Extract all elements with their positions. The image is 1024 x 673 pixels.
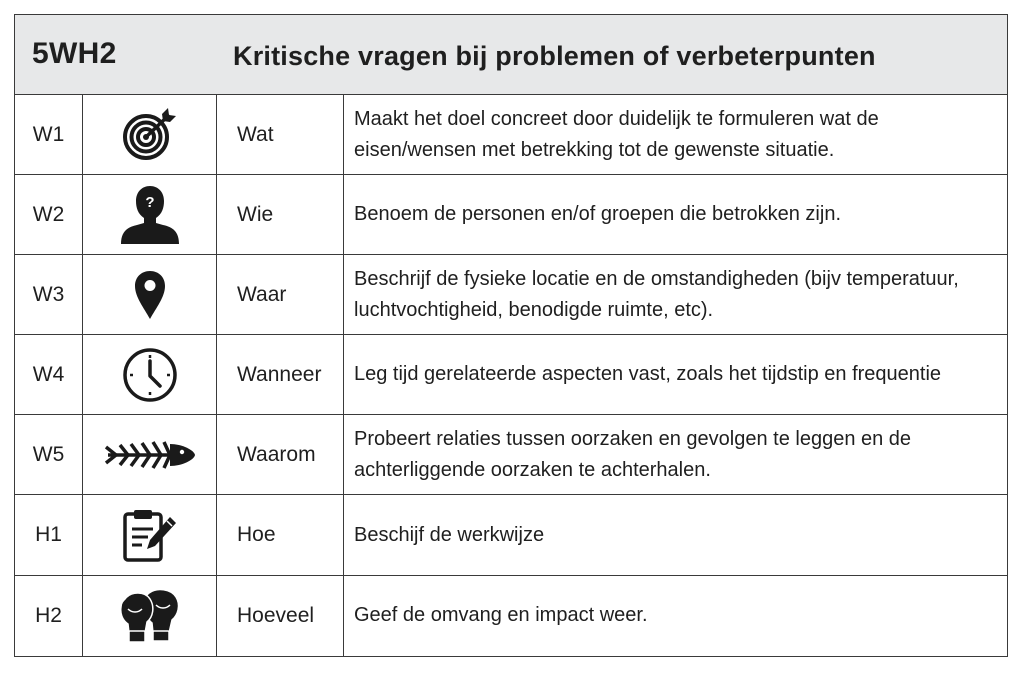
question-code: W1 <box>15 95 83 174</box>
question-word: Waarom <box>217 415 344 494</box>
question-description: Maakt het doel concreet door duidelijk te formuleren wat de eisen/wensen met betrekking tot de gewenste situatie. <box>354 107 879 161</box>
question-word: Waar <box>217 255 344 334</box>
question-code: H2 <box>15 576 83 656</box>
table-row <box>15 495 1007 575</box>
question-word: Hoeveel <box>217 576 344 656</box>
question-code: W5 <box>15 415 83 494</box>
question-description: Beschrijf de fysieke locatie en de omstandigheden (bijv temperatuur, luchtvochtigheid, benodigde ruimte, etc). <box>354 267 959 321</box>
table-row <box>15 415 1007 495</box>
table-row <box>15 95 1007 175</box>
clock-icon <box>122 347 178 403</box>
question-code: W2 <box>15 175 83 254</box>
question-code: W3 <box>15 255 83 334</box>
question-description: Geef de omvang en impact weer. <box>354 604 648 627</box>
clipboard-pencil-icon <box>122 507 178 563</box>
question-word: Wat <box>217 95 344 174</box>
brand-label: 5WH2 <box>32 37 117 70</box>
svg-text:?: ? <box>144 193 155 211</box>
boxing-gloves-icon <box>119 587 181 645</box>
fishbone-icon <box>104 439 196 471</box>
person-question-icon <box>119 184 181 246</box>
question-description: Beschijf de werkwijze <box>354 523 545 546</box>
table-row <box>15 255 1007 335</box>
table-row <box>15 175 1007 255</box>
table-header <box>15 15 1007 95</box>
table-title: Kritische vragen bij problemen of verbeterpunten <box>233 41 876 71</box>
question-word: Wie <box>217 175 344 254</box>
5wh2-table <box>14 14 1008 657</box>
question-description: Benoem de personen en/of groepen die betrokken zijn. <box>354 203 842 226</box>
question-code: W4 <box>15 335 83 414</box>
question-description: Probeert relaties tussen oorzaken en gevolgen te leggen en de achterliggende oorzaken te achterhalen. <box>354 427 912 481</box>
question-word: Wanneer <box>217 335 344 414</box>
location-pin-icon <box>134 270 166 320</box>
target-icon <box>122 108 178 162</box>
question-word: Hoe <box>217 495 344 574</box>
question-code: H1 <box>15 495 83 574</box>
table-body <box>15 95 1007 656</box>
table-row <box>15 335 1007 415</box>
table-row <box>15 576 1007 656</box>
question-description: Leg tijd gerelateerde aspecten vast, zoals het tijdstip en frequentie <box>354 363 942 386</box>
